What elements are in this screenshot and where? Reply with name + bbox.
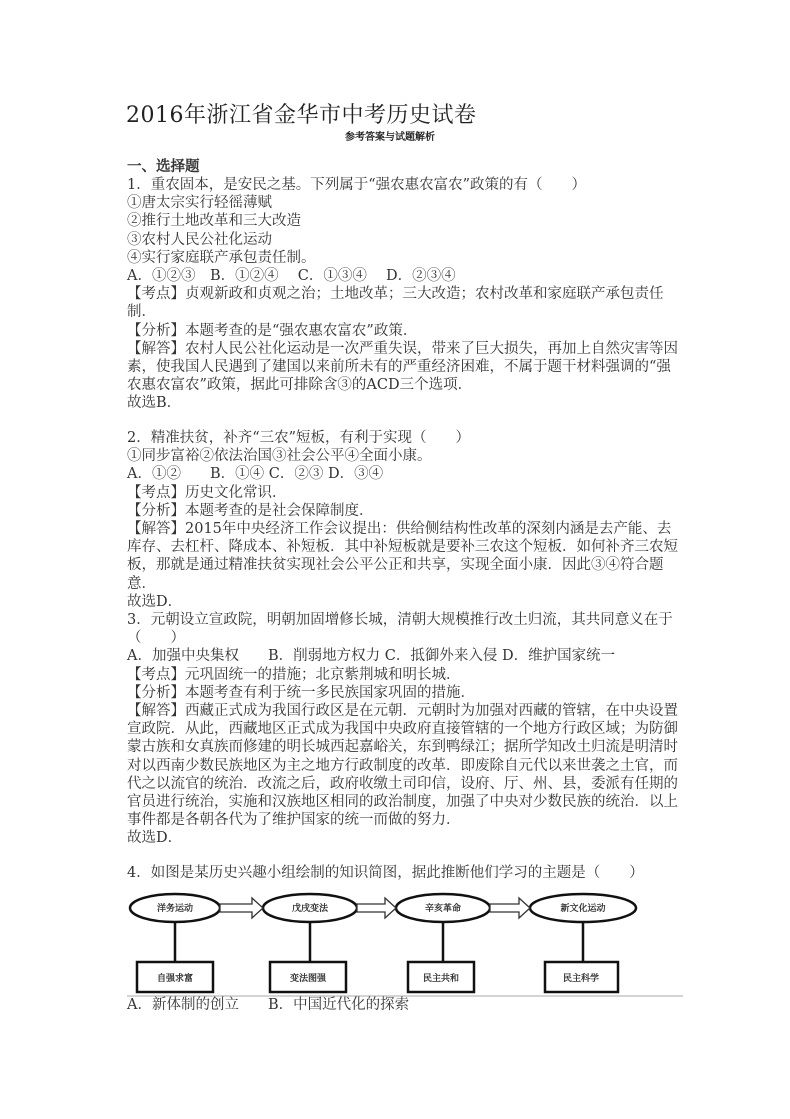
question-stem: 2．精准扶贫，补齐“三农”短板，有利于实现（ ）	[127, 430, 471, 446]
goal-label: 自强求富	[156, 974, 194, 984]
question-3	[127, 611, 683, 848]
jieda: 【解答】农村人民公社化运动是一次严重失误，带来了巨大损失，再加上自然灾害等因素，使我国人民遇到了建国以来前所未有的严重经济困难，不属于题干材料强调的“强农惠农富农”政策，据此可排除含③的ACD三个选项．	[127, 340, 678, 394]
question-options: A．①② B．①④ C．②③ D．③④	[127, 466, 384, 483]
fenxi: 【分析】本题考查的是社会保障制度．	[127, 502, 374, 519]
section-heading: 一、选择题	[127, 158, 200, 175]
arrow-right-icon	[490, 898, 530, 918]
subtitle: 参考答案与试题解析	[345, 132, 435, 143]
question-2	[127, 429, 683, 611]
question-item: ①同步富裕②依法治国③社会公平④全面小康。	[127, 448, 432, 465]
arrow-right-icon	[357, 898, 396, 918]
question-options: A．①②③ B．①②④ C．①③④ D．②③④	[127, 268, 456, 285]
question-item: ②推行土地改革和三大改造	[127, 213, 301, 230]
answer: 故选D．	[127, 593, 183, 610]
fenxi: 【分析】本题考查有利于统一多民族国家巩固的措施．	[127, 684, 475, 701]
question-stem: 4．如图是某历史兴趣小组绘制的知识简图，据此推断他们学习的主题是（ ）	[127, 865, 644, 881]
question-item: ④实行家庭联产承包责任制。	[127, 249, 316, 266]
answer: 故选D．	[127, 830, 183, 847]
goal-label: 民主科学	[562, 974, 600, 984]
goal-label: 变法图强	[289, 974, 327, 984]
question-options: A．加强中央集权 B．削弱地方权力 C．抵御外来入侵 D．维护国家统一	[127, 648, 616, 665]
jieda: 【解答】2015年中央经济工作会议提出：供给侧结构性改革的深刻内涵是去产能、去库存、去杠杆、降成本、补短板．其中补短板就是要补三农这个短板．如何补齐三农短板，那就是通过精准扶贫实现社会公平公正和共享，实现全面小康．因此③④符合题意．	[127, 521, 678, 592]
answer: 故选B．	[127, 395, 182, 412]
fenxi: 【分析】本题考查的是“强农惠农富农”政策．	[127, 322, 418, 339]
event-label: 戊戌变法	[291, 904, 329, 914]
jieda: 【解答】西藏正式成为我国行政区是在元朝．元朝时为加强对西藏的管辖，在中央设置宣政院．从此，西藏地区正式成为我国中央政府直接管辖的一个地方行政区域；为防御蒙古族和女真族而修建的明长城西起嘉峪关，东到鸭绿江；据所学知改土归流是明清时对以西南少数民族地区为主之地方行政制度的改革．即废除自元代以来世袭之土官，而代之以流官的统治．改流之后，政府收缴土司印信，设府、厅、州、县，委派有任期的官员进行统治，实施和汉族地区相同的政治制度，加强了中央对少数民族的统治．以上事件都是各朝各代为了维护国家的统一而做的努力．	[127, 703, 678, 829]
knowledge-diagram	[127, 883, 683, 999]
question-options: A．新体制的创立 B．中国近代化的探索	[127, 997, 410, 1013]
page-title: 2016年浙江省金华市中考历史试卷	[126, 103, 477, 128]
kaodian: 【考点】元巩固统一的措施；北京紫荆城和明长城．	[127, 666, 461, 683]
arrow-right-icon	[220, 898, 263, 918]
event-label: 辛亥革命	[424, 904, 462, 914]
question-item: ①唐太宗实行轻徭薄赋	[127, 195, 272, 212]
event-label: 新文化运动	[560, 904, 606, 914]
question-item: ③农村人民公社化运动	[127, 231, 272, 248]
kaodian: 【考点】历史文化常识．	[127, 484, 287, 501]
kaodian: 【考点】贞观新政和贞观之治；土地改革；三大改造；农村改革和家庭联产承包责任制．	[127, 286, 664, 321]
question-1	[127, 176, 683, 413]
question-4	[127, 864, 683, 882]
goal-label: 民主共和	[422, 974, 460, 984]
question-stem: 3．元朝设立宣政院，明朝加固增修长城，清朝大规模推行改土归流，其共同意义在于（ ）	[127, 612, 673, 647]
question-stem: 1．重农固本，是安民之基。下列属于“强农惠农富农”政策的有（ ）	[127, 177, 587, 193]
event-label: 洋务运动	[156, 904, 194, 914]
